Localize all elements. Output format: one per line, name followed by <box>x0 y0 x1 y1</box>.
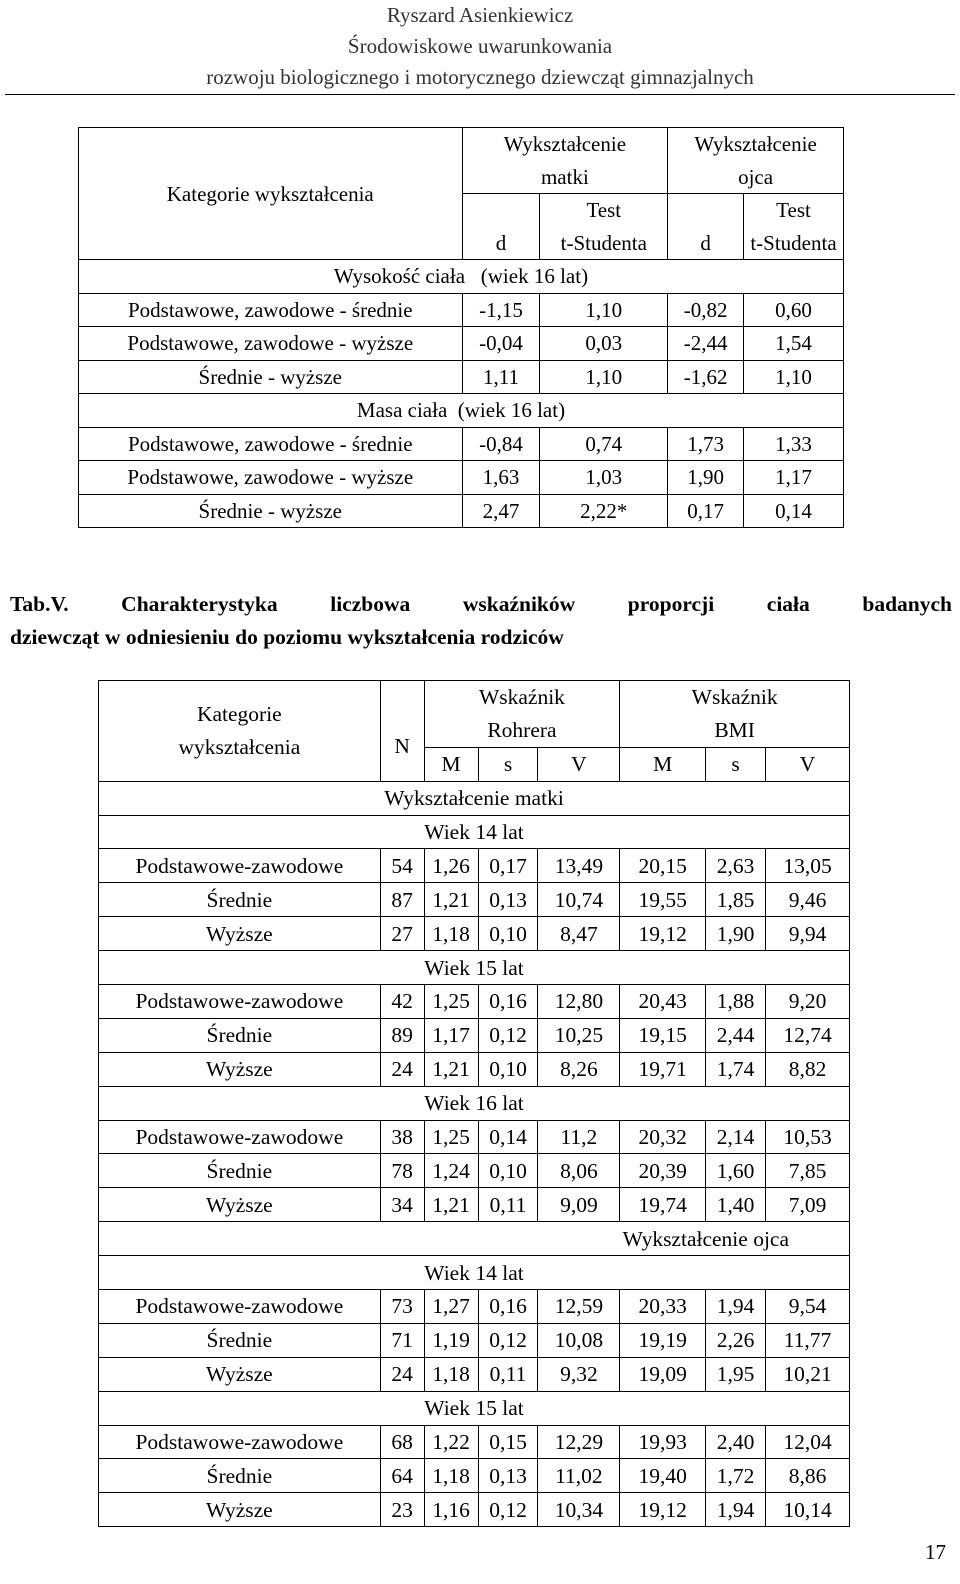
t1-father-t-cell: 0,60 <box>744 293 844 327</box>
t2-age-title: Wiek 16 lat <box>99 1086 850 1120</box>
t1-mother-t-cell: 1,10 <box>540 293 668 327</box>
page-number: 17 <box>925 1540 946 1564</box>
t1-mother-d: d <box>462 194 540 260</box>
t1-father-t-cell: 1,54 <box>744 327 844 361</box>
t2-bmi-s-cell: 1,60 <box>706 1154 766 1188</box>
t2-rohrer-v-cell: 10,34 <box>538 1493 620 1527</box>
t2-sub-bmi-m: M <box>620 747 706 781</box>
t2-data-row <box>99 1018 850 1052</box>
t2-col-category-l2: wykształcenia <box>178 734 301 759</box>
t2-bmi-m-cell: 19,71 <box>620 1052 706 1086</box>
t2-category-cell: Podstawowe-zawodowe <box>99 1290 381 1324</box>
t2-rohrer-s-cell: 0,15 <box>478 1425 538 1459</box>
t1-mother-t-cell: 1,10 <box>540 360 668 394</box>
caption-line2: dziewcząt w odniesieniu do poziomu wykształcenia rodziców <box>10 625 564 649</box>
t2-age-title: Wiek 14 lat <box>99 1256 850 1290</box>
t2-rohrer-s-cell: 0,13 <box>478 1459 538 1493</box>
t1-father-d-cell: 1,73 <box>668 427 744 461</box>
t2-n-cell: 87 <box>380 883 424 917</box>
t2-bmi-l2: BMI <box>620 714 850 747</box>
t2-rohrer-v-cell: 10,08 <box>538 1323 620 1357</box>
t2-rohrer-m-cell: 1,25 <box>424 1120 478 1154</box>
t2-rohrer-v-cell: 8,47 <box>538 917 620 951</box>
t2-data-row <box>99 883 850 917</box>
t2-data-row <box>99 1459 850 1493</box>
t2-bmi-s-cell: 1,94 <box>706 1290 766 1324</box>
t2-rohrer-m-cell: 1,26 <box>424 849 478 883</box>
table-caption <box>10 588 952 654</box>
t2-n-cell: 34 <box>380 1188 424 1222</box>
t1-section-title: Wysokość ciała (wiek 16 lat) <box>79 260 844 294</box>
header-title-line1: Środowiskowe uwarunkowania <box>347 34 613 58</box>
t2-rohrer-v-cell: 10,25 <box>538 1018 620 1052</box>
t1-mother-d-cell: -0,04 <box>462 327 540 361</box>
t2-bmi-v-cell: 9,54 <box>766 1290 850 1324</box>
t2-data-row <box>99 1323 850 1357</box>
t2-data-row <box>99 1425 850 1459</box>
t2-rohrer-m-cell: 1,21 <box>424 1052 478 1086</box>
t2-data-row <box>99 1290 850 1324</box>
t2-age-row <box>99 1391 850 1425</box>
t2-rohrer-s-cell: 0,11 <box>478 1188 538 1222</box>
t2-bmi-m-cell: 19,09 <box>620 1357 706 1391</box>
t2-rohrer-m-cell: 1,21 <box>424 1188 478 1222</box>
t2-rohrer-l1: Wskaźnik <box>424 681 620 714</box>
t2-bmi-m-cell: 20,33 <box>620 1290 706 1324</box>
t1-mother-header-l1: Wykształcenie <box>462 128 668 161</box>
t1-data-row <box>79 461 844 495</box>
t2-category-cell: Średnie <box>99 1018 381 1052</box>
t2-bmi-m-cell: 20,39 <box>620 1154 706 1188</box>
t2-bmi-s-cell: 2,44 <box>706 1018 766 1052</box>
t1-mother-t-cell: 0,03 <box>540 327 668 361</box>
t2-bmi-m-cell: 19,40 <box>620 1459 706 1493</box>
t2-group-title: Wykształcenie ojca <box>99 1222 850 1256</box>
t2-data-row <box>99 1052 850 1086</box>
t2-bmi-v-cell: 8,82 <box>766 1052 850 1086</box>
t1-mother-header-l2: matki <box>462 161 668 194</box>
t2-group-row <box>99 1222 850 1256</box>
t2-rohrer-s-cell: 0,12 <box>478 1493 538 1527</box>
t2-bmi-m-cell: 20,43 <box>620 985 706 1019</box>
t2-rohrer-v-cell: 10,74 <box>538 883 620 917</box>
t2-n-cell: 71 <box>380 1323 424 1357</box>
t2-age-row <box>99 1256 850 1290</box>
body-proportion-table <box>98 680 850 1527</box>
t2-category-cell: Wyższe <box>99 917 381 951</box>
t2-n-cell: 64 <box>380 1459 424 1493</box>
t2-bmi-s-cell: 1,74 <box>706 1052 766 1086</box>
t2-bmi-v-cell: 7,85 <box>766 1154 850 1188</box>
t2-bmi-v-cell: 9,46 <box>766 883 850 917</box>
t1-mother-d-cell: 1,11 <box>462 360 540 394</box>
t2-n-cell: 24 <box>380 1052 424 1086</box>
t2-bmi-v-cell: 12,04 <box>766 1425 850 1459</box>
t2-category-cell: Średnie <box>99 1323 381 1357</box>
header-author: Ryszard Asienkiewicz <box>386 3 574 27</box>
t2-bmi-s-cell: 2,26 <box>706 1323 766 1357</box>
t1-section-title: Masa ciała (wiek 16 lat) <box>79 394 844 428</box>
t1-father-d: d <box>668 194 744 260</box>
t2-n-cell: 24 <box>380 1357 424 1391</box>
t2-group-title: Wykształcenie matki <box>99 781 850 815</box>
t2-sub-bmi-s: s <box>706 747 766 781</box>
t2-bmi-s-cell: 1,90 <box>706 917 766 951</box>
t2-bmi-m-cell: 19,93 <box>620 1425 706 1459</box>
t2-category-cell: Wyższe <box>99 1357 381 1391</box>
t2-bmi-s-cell: 1,40 <box>706 1188 766 1222</box>
t2-rohrer-v-cell: 8,26 <box>538 1052 620 1086</box>
t2-age-row <box>99 1086 850 1120</box>
t2-bmi-v-cell: 9,20 <box>766 985 850 1019</box>
t2-rohrer-s-cell: 0,10 <box>478 1052 538 1086</box>
t2-bmi-v-cell: 13,05 <box>766 849 850 883</box>
t2-rohrer-s-cell: 0,16 <box>478 1290 538 1324</box>
t1-father-t-cell: 1,10 <box>744 360 844 394</box>
t2-bmi-m-cell: 20,15 <box>620 849 706 883</box>
t2-category-cell: Średnie <box>99 1154 381 1188</box>
t2-n-cell: 42 <box>380 985 424 1019</box>
t2-bmi-v-cell: 12,74 <box>766 1018 850 1052</box>
t1-father-d-cell: -1,62 <box>668 360 744 394</box>
t2-rohrer-v-cell: 12,29 <box>538 1425 620 1459</box>
t2-bmi-v-cell: 11,77 <box>766 1323 850 1357</box>
t2-rohrer-m-cell: 1,19 <box>424 1323 478 1357</box>
t2-category-cell: Podstawowe-zawodowe <box>99 1120 381 1154</box>
t2-category-cell: Średnie <box>99 883 381 917</box>
t2-rohrer-m-cell: 1,18 <box>424 1459 478 1493</box>
t2-data-row <box>99 1188 850 1222</box>
t2-rohrer-v-cell: 11,02 <box>538 1459 620 1493</box>
t2-col-n: N <box>380 681 424 782</box>
t1-category-cell: Podstawowe, zawodowe - średnie <box>79 427 463 461</box>
t2-data-row <box>99 917 850 951</box>
t2-bmi-s-cell: 2,63 <box>706 849 766 883</box>
t1-father-d-cell: -2,44 <box>668 327 744 361</box>
t1-category-cell: Podstawowe, zawodowe - wyższe <box>79 327 463 361</box>
t2-bmi-v-cell: 10,21 <box>766 1357 850 1391</box>
t2-data-row <box>99 1120 850 1154</box>
t2-data-row <box>99 1154 850 1188</box>
t2-bmi-v-cell: 10,53 <box>766 1120 850 1154</box>
t2-data-row <box>99 1493 850 1527</box>
t2-n-cell: 23 <box>380 1493 424 1527</box>
t2-bmi-v-cell: 9,94 <box>766 917 850 951</box>
t1-mother-d-cell: -0,84 <box>462 427 540 461</box>
header-title-line2: rozwoju biologicznego i motorycznego dziewcząt gimnazjalnych <box>206 65 754 89</box>
t1-father-header-l2: ojca <box>668 161 844 194</box>
t1-data-row <box>79 327 844 361</box>
t2-rohrer-m-cell: 1,21 <box>424 883 478 917</box>
t1-father-t-cell: 0,14 <box>744 494 844 528</box>
t2-bmi-s-cell: 1,94 <box>706 1493 766 1527</box>
t2-sub-rohrer-v: V <box>538 747 620 781</box>
t2-rohrer-s-cell: 0,12 <box>478 1018 538 1052</box>
t1-father-test-l1: Test <box>744 194 844 227</box>
t2-bmi-m-cell: 19,55 <box>620 883 706 917</box>
t2-bmi-m-cell: 19,15 <box>620 1018 706 1052</box>
t2-rohrer-v-cell: 9,32 <box>538 1357 620 1391</box>
t1-data-row <box>79 494 844 528</box>
t1-data-row <box>79 293 844 327</box>
caption-line1: Tab.V. Charakterystyka liczbowa wskaźników proporcji ciała badanych <box>10 592 952 616</box>
t2-data-row <box>99 985 850 1019</box>
t1-father-test-l2: t-Studenta <box>744 227 844 260</box>
t2-n-cell: 38 <box>380 1120 424 1154</box>
t1-section-row <box>79 260 844 294</box>
t2-col-category <box>99 681 381 782</box>
t2-rohrer-v-cell: 12,59 <box>538 1290 620 1324</box>
t1-mother-t-cell: 2,22* <box>540 494 668 528</box>
t2-rohrer-v-cell: 8,06 <box>538 1154 620 1188</box>
t2-n-cell: 54 <box>380 849 424 883</box>
t2-rohrer-l2: Rohrera <box>424 714 620 747</box>
t2-col-category-l1: Kategorie <box>196 701 282 726</box>
t2-category-cell: Podstawowe-zawodowe <box>99 849 381 883</box>
t1-mother-d-cell: 1,63 <box>462 461 540 495</box>
t2-n-cell: 68 <box>380 1425 424 1459</box>
t1-mother-t-cell: 1,03 <box>540 461 668 495</box>
t2-n-cell: 27 <box>380 917 424 951</box>
t2-rohrer-m-cell: 1,22 <box>424 1425 478 1459</box>
t2-rohrer-m-cell: 1,27 <box>424 1290 478 1324</box>
t2-bmi-s-cell: 1,72 <box>706 1459 766 1493</box>
t2-rohrer-m-cell: 1,25 <box>424 985 478 1019</box>
t2-bmi-s-cell: 2,40 <box>706 1425 766 1459</box>
t2-bmi-s-cell: 1,95 <box>706 1357 766 1391</box>
t2-rohrer-m-cell: 1,18 <box>424 1357 478 1391</box>
t2-category-cell: Wyższe <box>99 1493 381 1527</box>
t2-bmi-v-cell: 10,14 <box>766 1493 850 1527</box>
t2-bmi-m-cell: 19,12 <box>620 1493 706 1527</box>
t2-rohrer-v-cell: 13,49 <box>538 849 620 883</box>
t2-sub-bmi-v: V <box>766 747 850 781</box>
running-header <box>0 0 960 93</box>
t2-bmi-m-cell: 19,19 <box>620 1323 706 1357</box>
t1-category-cell: Podstawowe, zawodowe - średnie <box>79 293 463 327</box>
t2-category-cell: Wyższe <box>99 1052 381 1086</box>
t2-age-title: Wiek 15 lat <box>99 951 850 985</box>
t2-age-title: Wiek 15 lat <box>99 1391 850 1425</box>
t2-bmi-m-cell: 19,74 <box>620 1188 706 1222</box>
t2-age-title: Wiek 14 lat <box>99 815 850 849</box>
t2-rohrer-m-cell: 1,16 <box>424 1493 478 1527</box>
t2-rohrer-m-cell: 1,17 <box>424 1018 478 1052</box>
t1-father-d-cell: -0,82 <box>668 293 744 327</box>
t2-n-cell: 73 <box>380 1290 424 1324</box>
t1-father-t-cell: 1,17 <box>744 461 844 495</box>
t2-n-cell: 78 <box>380 1154 424 1188</box>
t2-category-cell: Średnie <box>99 1459 381 1493</box>
t2-rohrer-m-cell: 1,18 <box>424 917 478 951</box>
t2-rohrer-s-cell: 0,16 <box>478 985 538 1019</box>
t2-data-row <box>99 1357 850 1391</box>
t2-rohrer-v-cell: 12,80 <box>538 985 620 1019</box>
t2-category-cell: Wyższe <box>99 1188 381 1222</box>
t2-category-cell: Podstawowe-zawodowe <box>99 1425 381 1459</box>
t2-bmi-s-cell: 1,88 <box>706 985 766 1019</box>
t2-bmi-m-cell: 20,32 <box>620 1120 706 1154</box>
t2-age-row <box>99 951 850 985</box>
t2-bmi-l1: Wskaźnik <box>620 681 850 714</box>
t2-rohrer-s-cell: 0,12 <box>478 1323 538 1357</box>
t2-sub-rohrer-s: s <box>478 747 538 781</box>
t2-rohrer-s-cell: 0,17 <box>478 849 538 883</box>
t1-category-cell: Podstawowe, zawodowe - wyższe <box>79 461 463 495</box>
t1-data-row <box>79 360 844 394</box>
t2-rohrer-v-cell: 11,2 <box>538 1120 620 1154</box>
t2-rohrer-s-cell: 0,10 <box>478 917 538 951</box>
t2-rohrer-m-cell: 1,24 <box>424 1154 478 1188</box>
t2-data-row <box>99 849 850 883</box>
t1-mother-t-cell: 0,74 <box>540 427 668 461</box>
t1-father-d-cell: 0,17 <box>668 494 744 528</box>
education-difference-table <box>78 127 844 528</box>
t1-mother-test-l1: Test <box>540 194 668 227</box>
t2-bmi-v-cell: 8,86 <box>766 1459 850 1493</box>
t1-section-row <box>79 394 844 428</box>
t1-father-d-cell: 1,90 <box>668 461 744 495</box>
t2-bmi-v-cell: 7,09 <box>766 1188 850 1222</box>
t2-rohrer-v-cell: 9,09 <box>538 1188 620 1222</box>
t2-rohrer-s-cell: 0,13 <box>478 883 538 917</box>
t1-category-cell: Średnie - wyższe <box>79 494 463 528</box>
t2-bmi-s-cell: 1,85 <box>706 883 766 917</box>
t1-category-cell: Średnie - wyższe <box>79 360 463 394</box>
header-rule <box>5 94 955 95</box>
t2-rohrer-s-cell: 0,14 <box>478 1120 538 1154</box>
t2-n-cell: 89 <box>380 1018 424 1052</box>
t1-mother-test-l2: t-Studenta <box>540 227 668 260</box>
t2-age-row <box>99 815 850 849</box>
t1-col-category: Kategorie wykształcenia <box>166 181 374 206</box>
t2-rohrer-s-cell: 0,11 <box>478 1357 538 1391</box>
t2-rohrer-s-cell: 0,10 <box>478 1154 538 1188</box>
t1-father-t-cell: 1,33 <box>744 427 844 461</box>
t1-father-header-l1: Wykształcenie <box>668 128 844 161</box>
t2-sub-rohrer-m: M <box>424 747 478 781</box>
t1-data-row <box>79 427 844 461</box>
t2-bmi-s-cell: 2,14 <box>706 1120 766 1154</box>
t2-category-cell: Podstawowe-zawodowe <box>99 985 381 1019</box>
t1-mother-d-cell: -1,15 <box>462 293 540 327</box>
t2-bmi-m-cell: 19,12 <box>620 917 706 951</box>
t1-mother-d-cell: 2,47 <box>462 494 540 528</box>
t2-group-row <box>99 781 850 815</box>
